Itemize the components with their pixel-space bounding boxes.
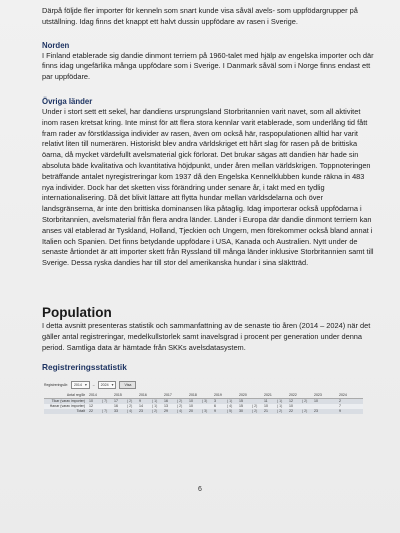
cell-value: 23 [138,409,151,414]
cell-value: 3 [213,398,226,404]
cell-value: 6 [213,404,226,409]
population-paragraph: I detta avsnitt presenteras statistik och sammanfattning av de senaste tio åren (2014 – 2024) när det gäller antal registreringar, medelkullstorlek samt inavelsgrad i procent per generation under denna period. Samtliga data är hämtade från SKKs avelsdatasystem. [42,320,371,352]
show-button[interactable]: Visa [119,381,136,389]
to-year-select[interactable] [98,381,117,389]
cell-value: 10 [288,404,301,409]
cell-value: 9 [213,409,226,414]
cell-value: 11 [263,398,276,404]
cell-imports: ( 4) [176,409,188,414]
chevron-down-icon: ▾ [111,383,114,388]
cell-value: 15 [238,404,251,409]
stats-body [44,398,363,414]
year-header-2016: 2016 [138,393,163,399]
header-label: Antal reg/år [44,393,88,399]
cell-imports: ( 3) [201,398,213,404]
cell-value: 12 [288,398,301,404]
cell-value: 30 [238,409,251,414]
heading-ovriga-lander: Övriga länder [42,96,93,106]
cell-imports: ( 2) [301,398,313,404]
ovriga-lander-paragraph: Under i stort sett ett sekel, har dandiens ursprungsland Storbritannien varit navet, som all aktivitet inom rasen kretsat kring. Inte minst för att flera stora kennlar varit etablerade, som underlång tid fått fram rader av förstklassiga individer av rasen, även om också här, raspopulationen alltid har varit relativt liten till numerären. Historiskt blev andra världskriget ett hårt slag för rasen på de brittiska öarna, då mycket värdefullt avelsmaterial gick förlorat. Det brukar sägas att dandien här hade sin absoluta bäde kvalitativa och kvantitativa höjdpunkt, under åren mellan världskrigen. Toppnoteringen beträffande antalet nyregistreringar kom 1937 då den Engelska Kennelklubben kunde räkna in 483 nya individer. Dock har det sketten viss förändring under senare år, i takt med en tydlig internationalisering. Då det blivit lättare att flytta hundar mellan världsdelarna och över landsgränserna, är inte den brittiska dominansen lika påtaglig. Idag importerar också uppfödarna i Storbritannien, avelsmaterial från flera andra länder. Länder i Europa där dandie dinmont terriern kan anses väl etablerad är Tyskland, Holland, Tjeckien och Ungern, men förekommer också bland annat i Italien och Spanien. Det finns betydande uppfödare i USA, Kanada och Australien. Nytt under de senaste årtiondet är att importer skett från Ryssland till många länder inklusive Storbritannien samt till Sverige. Dessa ryska dandies har till stor del amerikanska hundar i sina släktträd. [42,106,374,268]
cell-imports: ( 2) [251,404,263,409]
registration-stats-table [44,393,363,414]
cell-imports: ( 2) [301,409,313,414]
cell-imports: ( 5) [226,409,238,414]
cell-value: 15 [238,398,251,404]
cell-value: 21 [263,409,276,414]
cell-imports: ( 2) [276,409,288,414]
cell-value: 22 [88,409,101,414]
to-year-value: 2024 [100,383,109,388]
cell-value: 10 [88,398,101,404]
year-header-2017: 2017 [163,393,188,399]
cell-value: 16 [113,404,126,409]
from-year-select[interactable] [71,381,90,389]
cell-imports: ( 2) [151,409,163,414]
cell-value: 17 [113,398,126,404]
cell-imports: ( 1) [276,404,288,409]
cell-imports: ( 1) [226,398,238,404]
year-header-2021: 2021 [263,393,288,399]
cell-value: 7 [338,404,351,409]
intro-paragraph: Därpå följde fler importer för kenneln som snart kunde visa såväl avels- som uppfödargrupper på utställning. Idag finns det knappt ett halvt dussin uppfödare av rasen i Sverige. [42,6,358,26]
cell-imports: ( 4) [126,409,138,414]
row-label: Tikar (varav importer) [44,398,88,404]
cell-value: 9 [138,398,151,404]
table-row [44,409,363,414]
norden-paragraph: I Finland etablerade sig dandie dinmont terriern på 1960-talet med hjälp av engelska importer och där finns idag ungefärlika många uppfödare som i Sverige. I Danmark såväl som i Norge finns endast ett par uppfödare. [42,50,374,82]
cell-imports: ( 3) [201,409,213,414]
cell-imports: ( 1) [276,398,288,404]
year-header-2024: 2024 [338,393,363,399]
year-header-2018: 2018 [188,393,213,399]
cell-imports: ( 2) [126,398,138,404]
cell-imports: ( 2) [176,398,188,404]
cell-imports: ( 1) [151,398,163,404]
cell-value: 10 [263,404,276,409]
row-label: Hanar (varav importer) [44,404,88,409]
year-header-2014: 2014 [88,393,113,399]
cell-imports [351,409,363,414]
row-label: Totalt [44,409,88,414]
cell-value: 29 [163,409,176,414]
cell-imports: ( 2) [176,404,188,409]
cell-value: 20 [188,409,201,414]
cell-imports: ( 7) [101,409,113,414]
cell-value: 12 [88,404,101,409]
heading-population: Population [42,304,112,320]
registration-year-filter [44,381,378,389]
cell-value: 10 [188,404,201,409]
cell-value: 23 [313,409,326,414]
cell-imports: ( 2) [126,404,138,409]
cell-imports: ( 1) [151,404,163,409]
filter-label: Registreringsår: [44,383,68,388]
cell-value: 22 [288,409,301,414]
cell-value: 9 [338,409,351,414]
cell-imports [326,409,338,414]
chevron-down-icon: ▾ [84,383,87,388]
heading-norden: Norden [42,40,70,50]
year-header-2019: 2019 [213,393,238,399]
year-header-2015: 2015 [113,393,138,399]
cell-value: 16 [163,398,176,404]
cell-value: 10 [313,398,326,404]
cell-imports: ( 7) [101,398,113,404]
table-row [44,398,363,404]
from-year-value: 2014 [73,383,82,388]
year-header-2022: 2022 [288,393,313,399]
cell-value: 33 [113,409,126,414]
year-header-2020: 2020 [238,393,263,399]
range-separator: – [92,383,95,388]
heading-registreringsstatistik: Registreringsstatistik [42,362,127,373]
cell-value: 14 [138,404,151,409]
page-number: 6 [198,486,202,493]
year-header-2023: 2023 [313,393,338,399]
cell-imports: ( 2) [251,409,263,414]
cell-value: 13 [163,404,176,409]
cell-imports: ( 4) [226,404,238,409]
cell-value: 10 [188,398,201,404]
cell-value: 2 [338,398,351,404]
